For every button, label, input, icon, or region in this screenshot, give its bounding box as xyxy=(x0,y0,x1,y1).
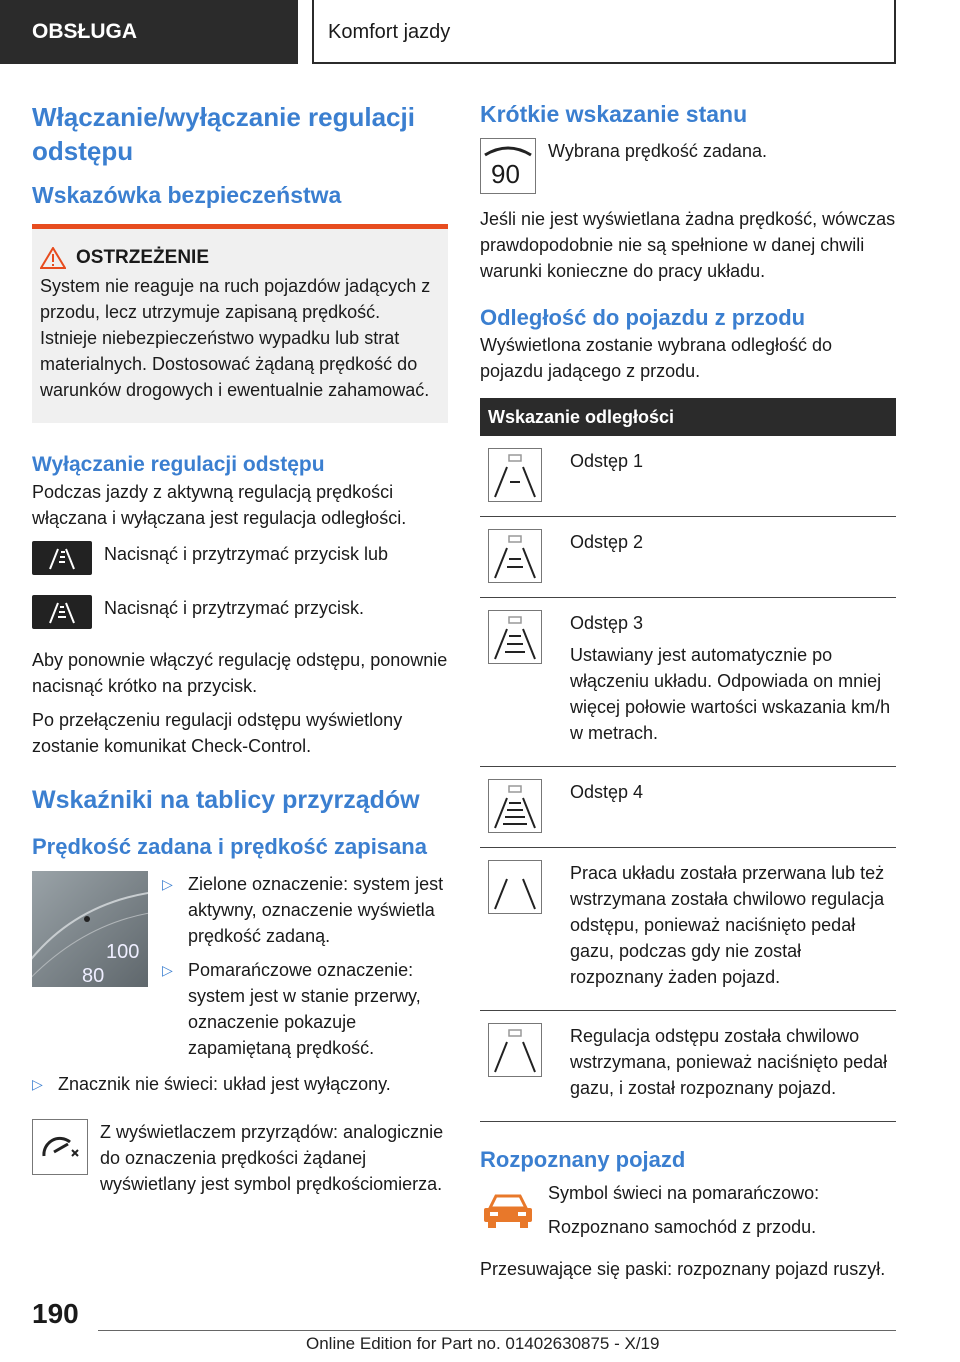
chapter-title: Komfort jazdy xyxy=(312,0,896,64)
triangle-bullet-icon: ▷ xyxy=(32,1076,43,1092)
distance-heading: Odległość do pojazdu z przodu xyxy=(480,305,806,330)
distance-button-alt-icon xyxy=(32,595,92,629)
press-text-1: Nacisnąć i przytrzymać przycisk lub xyxy=(104,544,389,564)
right-column xyxy=(480,100,896,1282)
status-heading: Krótkie wskazanie stanu xyxy=(480,101,748,127)
distance-paused-icon xyxy=(488,860,542,914)
table-row: Regulacja odstępu została chwilowo wstrzymana, ponieważ naciśnięto pedał gazu, i został rozpoznany pojazd. xyxy=(480,1011,896,1122)
distance-4-icon xyxy=(488,779,542,833)
list-item: ▷ Znacznik nie świeci: układ jest wyłączony. xyxy=(32,1071,448,1097)
footer-edition: Online Edition for Part no. 01402630875 - X/19 xyxy=(306,1334,660,1353)
footer-divider xyxy=(98,1330,896,1331)
warning-triangle-icon xyxy=(40,247,66,269)
distance-1-icon xyxy=(488,448,542,502)
detected-text-3: Przesuwające się paski: rozpoznany pojazd ruszył. xyxy=(480,1259,886,1279)
distance-text: Wyświetlona zostanie wybrana odległość do pojazdu jadącego z przodu. xyxy=(480,335,833,381)
speed-value: 90 xyxy=(491,159,520,189)
table-row: Odstęp 1 xyxy=(480,436,896,517)
page-number: 190 xyxy=(32,1298,79,1329)
press-text-2: Nacisnąć i przytrzymać przycisk. xyxy=(104,598,365,618)
table-row: Odstęp 3 Ustawiany jest automatycznie po włączeniu układu. Odpowiada on mniej więcej połowie wartości wskazania km/h w metrach. xyxy=(480,598,896,767)
distance-2-icon xyxy=(488,529,542,583)
gauge-number-100: 100 xyxy=(106,941,140,963)
distance-button-icon xyxy=(32,541,92,575)
warning-text: System nie reaguje na ruch pojazdów jadących z przodu, lecz utrzymuje zapisaną prędkość. Istnieje niebezpieczeństwo wypadku lub strat materialnych. Dostosować żądaną prędkość do warunków drogowych i ewentualnie zahamować. xyxy=(40,276,431,400)
section-heading: Włączanie/wyłączanie regulacji odstępu xyxy=(32,102,415,166)
status-note: Jeśli nie jest wyświetlana żadna prędkość, wówczas prawdopodobnie nie są spełnione w danej chwili warunki konieczne do pracy układu. xyxy=(480,209,896,281)
triangle-bullet-icon: ▷ xyxy=(162,962,173,978)
indicators-heading: Wskaźniki na tablicy przyrządów xyxy=(32,786,420,814)
distance-paused-vehicle-icon xyxy=(488,1023,542,1077)
speed-heading: Prędkość zadana i prędkość zapisana xyxy=(32,834,427,859)
distance-3-icon xyxy=(488,610,542,664)
detected-heading: Rozpoznany pojazd xyxy=(480,1147,686,1172)
triangle-bullet-icon: ▷ xyxy=(162,876,173,892)
section-tab: OBSŁUGA xyxy=(0,0,298,64)
table-row: Odstęp 4 xyxy=(480,767,896,848)
table-row: Odstęp 2 xyxy=(480,517,896,598)
status-text: Wybrana prędkość zadana. xyxy=(548,141,767,161)
gauge-number-80: 80 xyxy=(82,965,105,987)
list-item: ▷ Pomarańczowe oznaczenie: system jest w stanie przerwy, oznaczenie pokazuje zapamiętaną prędkość. xyxy=(162,957,448,1061)
off-heading: Wyłączanie regulacji odstępu xyxy=(32,453,325,476)
detected-text-1: Symbol świeci na pomarańczowo: xyxy=(548,1183,820,1203)
table-row: Praca układu została przerwana lub też wstrzymana została chwilowo regulacja odstępu, ponieważ naciśnięto pedał gazu, podczas gdy nie został rozpoznany żaden pojazd. xyxy=(480,848,896,1011)
again-text: Aby ponownie włączyć regulację odstępu, ponownie nacisnąć krótko na przycisk. xyxy=(32,650,448,696)
list-item: ▷ Zielone oznaczenie: system jest aktywny, oznaczenie wyświetla prędkość zadaną. xyxy=(162,871,448,949)
car-icon xyxy=(480,1190,536,1234)
warning-title: OSTRZEŻENIE xyxy=(76,247,210,268)
detected-text-2: Rozpoznano samochód z przodu. xyxy=(548,1217,817,1237)
speedometer-symbol-icon xyxy=(32,1119,88,1175)
off-text: Podczas jazdy z aktywną regulacją prędkości włączana i wyłączana jest regulacja odległości. xyxy=(32,482,407,528)
warning-box xyxy=(32,224,448,423)
left-column xyxy=(32,100,448,1197)
safety-heading: Wskazówka bezpieczeństwa xyxy=(32,182,342,208)
speedometer-image xyxy=(32,871,148,987)
table-header: Wskazanie odległości xyxy=(480,398,896,436)
after-text: Po przełączeniu regulacji odstępu wyświetlony zostanie komunikat Check-Control. xyxy=(32,710,403,756)
speed-indicator-icon xyxy=(480,138,536,194)
display-text: Z wyświetlaczem przyrządów: analogicznie do oznaczenia prędkości żądanej wyświetlany jest symbol prędkościomierza. xyxy=(100,1122,444,1194)
